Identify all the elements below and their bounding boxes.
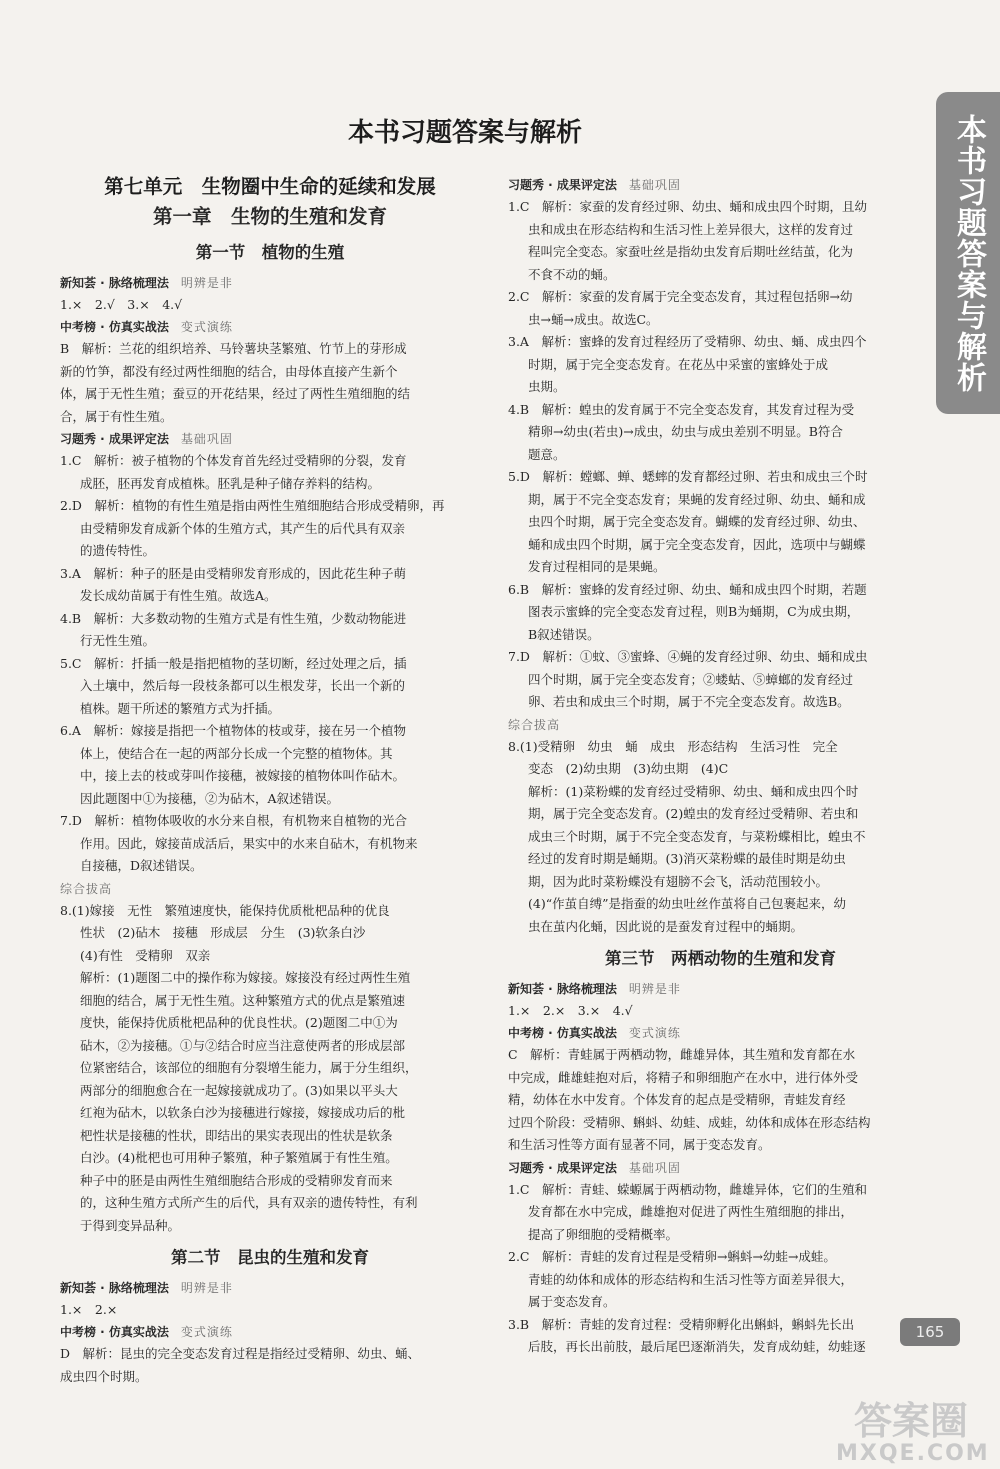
text-row: 度快，能保持优质枇杷品种的优良性状。(2)题图二中①为 [80,1015,398,1030]
text-row: 合，属于有性生殖。 [60,408,173,424]
answer-item [60,563,480,608]
answer-item [508,1179,933,1247]
text-row: 体上，使结合在一起的两部分长成一个完整的植物体。其 [80,745,393,761]
block-heading-label: 习题秀 · 成果评定法 [508,1160,617,1175]
answer-item [60,450,480,495]
text-row: 解析：(1)菜粉蝶的发育经过受精卵、幼虫、蛹和成虫四个时 [528,783,859,799]
answer-paragraph [508,1044,933,1157]
section-title: 第一节 植物的生殖 [195,243,345,262]
text-row: 性状 (2)砧木 接穗 形成层 分生 (3)软条白沙 [80,925,366,940]
text-row: 1.C 解析：家蚕的发育经过卵、幼虫、蛹和成虫四个时期，且幼 [508,199,867,214]
text-row: 题意。 [528,446,566,462]
text-row: 红袍为砧木，以软条白沙为接穗进行嫁接，嫁接成功后的枇 [80,1105,406,1120]
block-heading-tag: 变式演练 [628,1026,681,1040]
text-row: 8.(1)受精卵 幼虫 蛹 成虫 形态结构 生活习性 完全 [508,738,838,754]
block-heading [60,428,480,450]
text-row: 精，幼体在水中发育。个体发育的起点是受精卵，青蛙发育经 [508,1092,846,1107]
block-heading-tag: 基础巩固 [628,1160,681,1175]
text-row: (4)有性 受精卵 双亲 [80,947,211,963]
text-row: 属于变态发育。 [528,1294,616,1309]
block-heading-label: 中考榜 · 仿真实战法 [60,1325,169,1339]
block-heading-tag: 明辨是非 [180,1281,233,1295]
text-row: 发长成幼苗属于有性生殖。故选A。 [80,588,277,603]
text-row: 4.B 解析：蝗虫的发育属于不完全变态发育，其发育过程为受 [508,401,855,417]
block-heading [508,714,933,736]
text-row: 7.D 解析：①蚊、③蜜蜂、④蝇的发育经过卵、幼虫、蛹和成虫 [508,649,868,664]
text-row: 3.A 解析：蜜蜂的发育过程经历了受精卵、幼虫、蛹、成虫四个 [508,334,867,349]
text-row: 期，属于不完全变态发育；果蝇的发育经过卵、幼虫、蛹和成 [528,491,866,507]
answer-item [508,196,933,286]
text-row: 体，属于无性生殖；蚕豆的开花结果，经过了两性生殖细胞的结 [60,386,411,401]
section-title: 第三节 两栖动物的生殖和发育 [605,949,836,968]
block-heading-label: 新知荟 · 脉络梳理法 [60,276,169,290]
block-heading-tag: 综合拔高 [60,881,113,896]
text-row: 中完成，雌雄蛙抱对后，将精子和卵细胞产在水中，进行体外受 [508,1069,859,1085]
text-row: 因此题图中①为接穗，②为砧木，A叙述错误。 [80,790,340,806]
answer-line: 1.× 2.× [60,1302,118,1317]
block-heading [60,1277,480,1299]
block-heading [60,878,480,900]
text-row: 3.A 解析：种子的胚是由受精卵发育形成的，因此花生种子萌 [60,565,406,581]
text-row: 6.B 解析：蜜蜂的发育经过卵、幼虫、蛹和成虫四个时期，若题 [508,581,867,597]
block-heading-tag: 基础巩固 [180,432,233,446]
text-row: 杷性状是接穗的性状，即结出的果实表现出的性状是软条 [80,1127,393,1143]
answer-item [508,646,933,714]
text-row: 图表示蜜蜂的完全变态发育过程，则B为蛹期，C为成虫期， [528,604,860,619]
block-heading [508,1157,933,1179]
text-row: 8.(1)嫁接 无性 繁殖速度快，能保持优质枇杷品种的优良 [60,902,390,918]
text-row: 精卵→幼虫(若虫)→成虫，幼虫与成虫差别不明显。B符合 [528,424,843,439]
text-row: 3.B 解析：青蛙的发育过程：受精卵孵化出蝌蚪，蝌蚪先长出 [508,1316,855,1332]
answer-item [60,608,480,653]
watermark-logo [836,1399,990,1466]
text-row: 砧木，②为接穗。①与②结合时应当注意使两者的形成层部 [80,1037,406,1053]
block-heading [508,1022,933,1044]
block-heading-label: 习题秀 · 成果评定法 [508,178,617,192]
answer-item [508,736,933,781]
text-row: 细胞的结合，属于无性生殖。这种繁殖方式的优点是繁殖速 [80,992,406,1008]
text-row: 不食不动的蛹。 [528,266,616,282]
block-heading [60,1321,480,1343]
text-row: 青蛙的幼体和成体的形态结构和生活习性等方面差异很大， [528,1271,854,1287]
left-column [60,172,480,1388]
answer-item [60,653,480,721]
text-row: 期，属于完全变态发育。(2)蝗虫的发育经过受精卵、若虫和 [528,806,859,821]
text-row: 成虫四个时期。 [60,1368,148,1384]
right-column [508,174,933,1359]
block-heading-label: 习题秀 · 成果评定法 [60,432,169,446]
text-row: 变态 (2)幼虫期 (3)幼虫期 (4)C [528,761,729,776]
text-row: 5.C 解析：扦插一般是指把植物的茎切断，经过处理之后，插 [60,655,407,671]
answer-line: 1.× 2.√ 3.× 4.√ [60,297,183,312]
text-row: 作用。因此，嫁接苗成活后，果实中的水来自砧木，有机物来 [80,835,418,851]
text-row: B叙述错误。 [528,626,600,642]
text-row: 虫在茧内化蛹，因此说的是蚕发育过程中的蛹期。 [528,918,804,934]
text-row: 4.B 解析：大多数动物的生殖方式是有性生殖，少数动物能进 [60,610,407,626]
text-row: 四个时期，属于完全变态发育；②蝼蛄、⑤蟑螂的发育经过 [528,671,854,687]
text-row: 的遗传特性。 [80,543,156,558]
page-title: 本书习题答案与解析 [347,118,582,148]
text-row: C 解析：青蛙属于两栖动物，雌雄异体，其生殖和发育都在水 [508,1047,856,1062]
text-row: 新的竹笋，都没有经过两性细胞的结合，由母体直接产生新个 [60,363,398,379]
text-row: 和生活习性等方面有显著不同，属于变态发育。 [508,1137,771,1152]
answer-item [508,399,933,467]
answer-paragraph [60,1343,480,1388]
text-row: 于得到变异品种。 [80,1217,181,1233]
answer-item [508,331,933,399]
text-row: 经过的发育时期是蛹期。(3)消灭菜粉蝶的最佳时期是幼虫 [528,851,846,866]
section-title: 第二节 昆虫的生殖和发育 [171,1248,369,1267]
block-heading-label: 新知荟 · 脉络梳理法 [60,1281,169,1295]
block-heading [60,316,480,338]
text-row: D 解析：昆虫的完全变态发育过程是指经过受精卵、幼虫、蛹、 [60,1346,421,1361]
answer-line: 1.× 2.× 3.× 4.√ [508,1003,633,1018]
text-row: 发育都在水中完成，雌雄抱对促进了两性生殖细胞的排出， [528,1204,854,1219]
text-row: 入土壤中，然后每一段枝条都可以生根发芽，长出一个新的 [80,678,406,693]
answer-paragraph [60,338,480,428]
answer-item [60,900,480,968]
answer-paragraph [508,781,933,939]
text-row: 成虫三个时期，属于不完全变态发育，与菜粉蝶相比，蝗虫不 [528,828,866,844]
block-heading-tag: 明辨是非 [628,982,681,996]
text-row: 自接穗，D叙述错误。 [80,858,203,873]
text-row: 7.D 解析：植物体吸收的水分来自根，有机物来自植物的光合 [60,813,407,828]
side-tab: 本书习题答案与解析 [936,92,1000,414]
block-heading-tag: 明辨是非 [180,276,233,290]
answer-item [508,1314,933,1359]
page-number: 165 [900,1318,960,1346]
watermark-domain: MXQE.COM [836,1441,990,1466]
unit-title: 第七单元 生物圈中生命的延续和发展 [104,175,436,198]
text-row: 1.C 解析：青蛙、蝾螈属于两栖动物，雌雄异体，它们的生殖和 [508,1181,867,1197]
text-row: 的，这种生殖方式所产生的后代，具有双亲的遗传特性，有利 [80,1195,418,1210]
text-row: 蛹和成虫四个时期，属于完全变态发育，因此，选项中与蝴蝶 [528,536,866,552]
answer-item [60,810,480,878]
block-heading [508,978,933,1000]
text-row: 虫期。 [528,379,566,394]
text-row: 1.C 解析：被子植物的个体发育首先经过受精卵的分裂，发育 [60,453,407,468]
text-row: 发育过程相同的是果蝇。 [528,559,666,574]
text-row: (4)“作茧自缚”是指蚕的幼虫吐丝作茧将自己包裹起来，幼 [528,896,846,911]
text-row: 时期，属于完全变态发育。在花丛中采蜜的蜜蜂处于成 [528,356,829,372]
text-row: 白沙。(4)枇杷也可用种子繁殖，种子繁殖属于有性生殖。 [80,1150,398,1165]
text-row: 虫和成虫在形态结构和生活习性上差异很大，这样的发育过 [528,221,854,237]
text-row: 卵、若虫和成虫三个时期，属于不完全变态发育。故选B。 [528,694,850,709]
text-row: 2.D 解析：植物的有性生殖是指由两性生殖细胞结合形成受精卵，再 [60,498,445,513]
text-row: 虫四个时期，属于完全变态发育。蝴蝶的发育经过卵、幼虫、 [528,514,866,529]
block-heading-tag: 基础巩固 [628,178,681,192]
answer-item [508,579,933,647]
block-heading-label: 新知荟 · 脉络梳理法 [508,982,617,996]
text-row: 种子中的胚是由两性生殖细胞结合形成的受精卵发育而来 [80,1172,393,1188]
text-row: 中，接上去的枝或芽叫作接穗，被嫁接的植物体叫作砧木。 [80,768,406,783]
block-heading-label: 中考榜 · 仿真实战法 [508,1026,617,1040]
text-row: 虫→蛹→成虫。故选C。 [528,311,659,327]
answer-item [60,720,480,810]
answer-paragraph [60,967,480,1237]
text-row: 2.C 解析：青蛙的发育过程是受精卵→蝌蚪→幼蛙→成蛙。 [508,1249,836,1264]
text-row: 6.A 解析：嫁接是指把一个植物体的枝或芽，接在另一个植物 [60,723,406,738]
text-row: 植株。题干所述的繁殖方式为扦插。 [80,700,281,716]
text-row: 过四个阶段：受精卵、蝌蚪、幼蛙、成蛙，幼体和成体在形态结构 [508,1114,871,1130]
block-heading [60,272,480,294]
block-heading-tag: 变式演练 [180,1325,233,1339]
text-row: 解析：(1)题图二中的操作称为嫁接。嫁接没有经过两性生殖 [80,970,411,985]
chapter-title: 第一章 生物的生殖和发育 [152,205,387,228]
block-heading-tag: 综合拔高 [508,717,561,732]
answer-item [508,1246,933,1314]
answer-item [508,466,933,579]
text-row: 成胚，胚再发育成植株。胚乳是种子储存养料的结构。 [80,475,381,491]
text-row: 两部分的细胞愈合在一起嫁接就成功了。(3)如果以平头大 [80,1082,398,1098]
text-row: 提高了卵细胞的受精概率。 [528,1226,679,1242]
text-row: 位紧密结合，该部位的细胞有分裂增生能力，属于分生组织， [80,1060,418,1075]
text-row: 期，因为此时菜粉蝶没有翅膀不会飞，活动范围较小。 [528,873,829,889]
text-row: 后肢，再长出前肢，最后尾巴逐渐消失，发育成幼蛙，幼蛙逐 [528,1339,866,1354]
block-heading-label: 中考榜 · 仿真实战法 [60,320,169,334]
text-row: 程叫完全变态。家蚕吐丝是指幼虫发育后期吐丝结茧，化为 [528,244,854,259]
text-row: 5.D 解析：螳螂、蝉、蟋蟀的发育都经过卵、若虫和成虫三个时 [508,469,868,484]
block-heading [508,174,933,196]
text-row: 行无性生殖。 [80,633,156,648]
text-row: B 解析：兰花的组织培养、马铃薯块茎繁殖、竹节上的芽形成 [60,341,407,356]
watermark-text: 答案圈 [853,1399,968,1443]
text-row: 由受精卵发育成新个体的生殖方式，其产生的后代具有双亲 [80,520,406,536]
text-row: 2.C 解析：家蚕的发育属于完全变态发育，其过程包括卵→幼 [508,289,853,304]
answer-item [508,286,933,331]
block-heading-tag: 变式演练 [180,320,233,334]
answer-item [60,495,480,563]
